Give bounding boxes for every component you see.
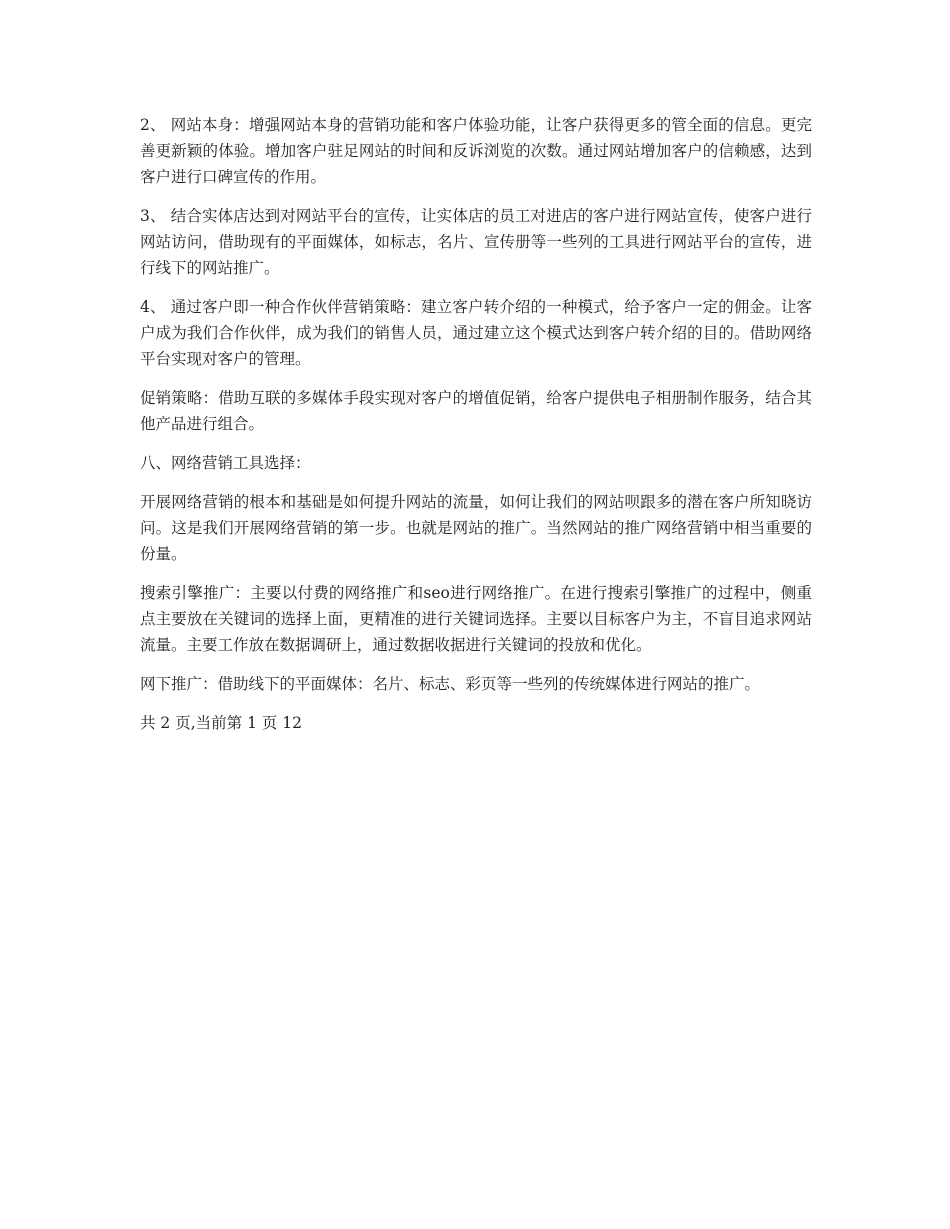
- section-heading-tools: 八、网络营销工具选择：: [140, 454, 311, 472]
- document-body: [140, 112, 812, 736]
- page-indicator: 共 2 页,当前第 1 页 12: [140, 714, 303, 732]
- paragraph-website-itself: 2、 网站本身：增强网站本身的营销功能和客户体验功能，让客户获得更多的管全面的信息。更完善更新颖的体验。增加客户驻足网站的时间和反诉浏览的次数。通过网站增加客户的信赖感，达到客户进行口碑宣传的作用。: [140, 116, 812, 186]
- paragraph-promotion-strategy: 促销策略：借助互联的多媒体手段实现对客户的增值促销，给客户提供电子相册制作服务，结合其他产品进行组合。: [140, 389, 812, 433]
- paragraph-traffic-basics: 开展网络营销的根本和基础是如何提升网站的流量，如何让我们的网站呗跟多的潜在客户所知晓访问。这是我们开展网络营销的第一步。也就是网站的推广。当然网站的推广网络营销中相当重要的份量。: [140, 493, 812, 563]
- paragraph-offline-promotion: 网下推广：借助线下的平面媒体：名片、标志、彩页等一些列的传统媒体进行网站的推广。: [140, 675, 761, 693]
- paragraph-partner-strategy: 4、 通过客户即一种合作伙伴营销策略：建立客户转介绍的一种模式，给予客户一定的佣金。让客户成为我们合作伙伴，成为我们的销售人员，通过建立这个模式达到客户转介绍的目的。借助网络平台实现对客户的管理。: [140, 298, 812, 368]
- paragraph-physical-store: 3、 结合实体店达到对网站平台的宣传，让实体店的员工对进店的客户进行网站宣传，使客户进行网站访问，借助现有的平面媒体，如标志，名片、宣传册等一些列的工具进行网站平台的宣传，进行线下的网站推广。: [140, 207, 812, 277]
- paragraph-search-engine: 搜索引擎推广：主要以付费的网络推广和seo进行网络推广。在进行搜索引擎推广的过程中，侧重点主要放在关键词的选择上面，更精准的进行关键词选择。主要以目标客户为主，不盲目追求网站流量。主要工作放在数据调研上，通过数据收据进行关键词的投放和优化。: [140, 584, 812, 654]
